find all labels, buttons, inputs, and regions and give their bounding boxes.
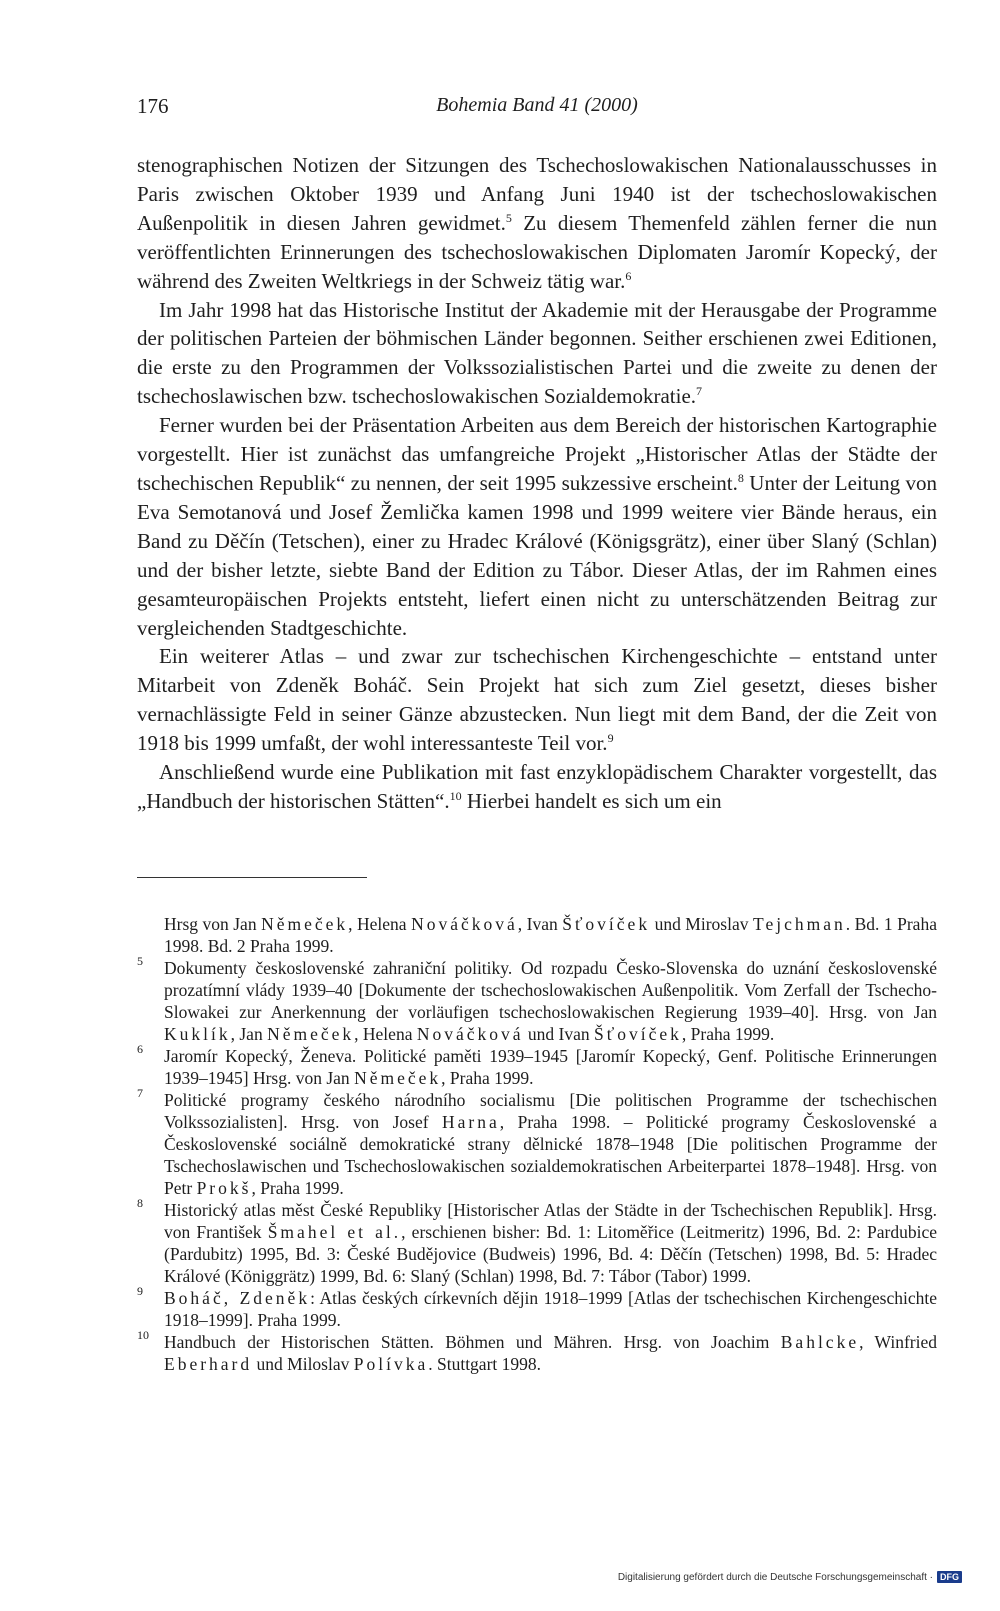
spaced-name: Tejchman — [752, 914, 846, 934]
footnote-5 — [137, 954, 937, 1045]
spaced-name: Prokš — [196, 1178, 252, 1198]
paragraph-5-text-b: Hierbei handelt es sich um ein — [461, 788, 722, 813]
footnote-text: , Praha 1999. — [441, 1068, 534, 1088]
page-number: 176 — [137, 94, 169, 118]
spaced-name: Němeček — [267, 1024, 355, 1044]
footnote-text: Hrsg von Jan — [164, 914, 262, 934]
footnote-9 — [137, 1284, 937, 1331]
digitization-notice: Digitalisierung gefördert durch die Deutsche Forschungsgemeinschaft · — [617, 1571, 933, 1583]
footnote-text: Jaromír Kopecký, Ženeva. Politické paměti 1939–1945 [Jaromír Kopecký, Genf. Politische Erinnerungen 1939–1945] Hrsg. von Jan — [164, 1046, 937, 1088]
footnote-text: : Atlas českých církevních dějin 1918–1999 [Atlas der tschechischen Kirchengeschichte 1918–1999]. Praha 1999. — [164, 1288, 937, 1330]
footnote-text: und Miloslav — [252, 1354, 354, 1374]
footnote-text: , erschienen bisher: Bd. 1: Litoměřice (Leitmeritz) 1996, Bd. 2: Pardubice (Pardubitz) 1995, Bd. 3: České Budějovice (Budweis) 1996, Bd. 4: Děčín (Tetschen) 1998, Bd. 5: Hradec Králové (Königgrätz) 1999, Bd. 6: Slaný (Schlan) 1998, Bd. 7: Tábor (Tabor) 1999. — [164, 1222, 937, 1286]
spaced-name: Šťovíček — [562, 914, 651, 934]
footnote-text: , Jan — [230, 1024, 268, 1044]
footnote-text: , Praha 1999. — [251, 1178, 344, 1198]
footnote-number: 6 — [137, 1042, 143, 1056]
digitization-footer — [618, 1569, 962, 1585]
footnote-10 — [137, 1328, 937, 1375]
paragraph-4-text: Ein weiterer Atlas – und zwar zur tschechischen Kirchengeschichte – entstand unter Mitarbeit von Zdeněk Boháč. Sein Projekt hat sich zum Ziel gesetzt, dieses bisher vernachlässigte Feld in seiner Gänze abzustecken. Nun liegt mit dem Band, der die Zeit von 1918 bis 1999 umfaßt, der wohl interessanteste Teil vor. — [137, 644, 937, 756]
footnote-text: und Miroslav — [650, 914, 753, 934]
spaced-name: Bahlcke — [780, 1332, 860, 1352]
footnote-text: und Ivan — [523, 1024, 595, 1044]
footnote-7 — [137, 1086, 937, 1199]
paragraph-1-text-b: Zu diesem Themenfeld zählen ferner die nun veröffentlichten Erinnerungen des tschechoslowakischen Diplomaten Jaromír Kopecký, der während des Zweiten Weltkriegs in der Schweiz tätig war. — [137, 210, 937, 293]
footnote-text: . Stuttgart 1998. — [428, 1354, 542, 1374]
paragraph-5-text-a: Anschließend wurde eine Publikation mit fast enzyklopädischem Charakter vorgestellt, das „Handbuch der historischen Stätten“. — [137, 760, 937, 813]
page-header — [137, 94, 937, 128]
footnote-text: , Winfried — [859, 1332, 937, 1352]
paragraph-1-text-a: stenographischen Notizen der Sitzungen des Tschechoslowakischen Nationalausschusses in Paris zwischen Oktober 1939 und Anfang Juni 1940 ist der tschechoslowakischen Außenpolitik in diesen Jahren gewidmet. — [137, 153, 937, 235]
footnote-ref-10: 10 — [449, 788, 462, 803]
footnote-text: Handbuch der Historischen Stätten. Böhmen und Mähren. Hrsg. von Joachim — [164, 1332, 781, 1352]
paragraph-2 — [137, 296, 937, 412]
footnote-4-continued — [137, 913, 937, 957]
footnote-number: 9 — [137, 1284, 143, 1298]
spaced-name: Nováčková — [416, 1024, 524, 1044]
footnote-ref-6: 6 — [625, 268, 632, 283]
footnote-number: 10 — [137, 1328, 149, 1342]
footnote-ref-7: 7 — [696, 384, 703, 399]
spaced-name: Boháč, Zdeněk — [164, 1288, 311, 1308]
footnote-number: 5 — [137, 954, 143, 968]
footnote-number: 8 — [137, 1196, 143, 1210]
footnote-text: Dokumenty československé zahraniční politiky. Od rozpadu Česko-Slovenska do uznání československé prozatímní vlády 1939–40 [Dokumente der tschechoslowakischen Außenpolitik. Vom Zerfall der Tschecho-Slowakei zur Anerkennung der vorläufigen tschechoslowakischen Regierung 1939–40]. Hrsg. von Jan — [164, 958, 937, 1022]
footnote-6 — [137, 1042, 937, 1089]
spaced-name: Kuklík — [164, 1024, 231, 1044]
footnote-text: , Ivan — [517, 914, 563, 934]
main-text — [137, 151, 937, 816]
spaced-name: Eberhard — [164, 1354, 253, 1374]
spaced-name: Harna — [442, 1112, 500, 1132]
spaced-name: Šťovíček — [594, 1024, 682, 1044]
paragraph-5 — [137, 758, 937, 816]
paragraph-3-text-b: Unter der Leitung von Eva Semotanová und Josef Žemlička kamen 1998 und 1999 weitere vier Bände heraus, ein Band zu Děčín (Tetschen), einer zu Hradec Králové (Königsgrätz), einer über Slaný (Schlan) und der bisher letzte, siebte Band der Edition zu Tábor. Dieser Atlas, der im Rahmen eines gesamteuropäischen Projekts entsteht, liefert einen nicht zu unterschätzenden Beitrag zur vergleichenden Stadtgeschichte. — [137, 470, 937, 640]
footnote-text: Historický atlas měst České Republiky [Historischer Atlas der Städte in der Tschechischen Republik]. Hrsg. von František — [164, 1200, 937, 1242]
footnote-ref-5: 5 — [505, 210, 512, 225]
paragraph-1 — [137, 151, 937, 296]
footnote-text: , Helena — [348, 914, 412, 934]
dfg-logo: DFG — [937, 1571, 962, 1583]
paragraph-4 — [137, 642, 937, 758]
running-head: Bohemia Band 41 (2000) — [436, 94, 638, 116]
footnote-separator — [137, 877, 367, 878]
paragraph-3 — [137, 411, 937, 642]
footnote-text: , Helena — [354, 1024, 417, 1044]
footnote-number: 7 — [137, 1086, 143, 1100]
footnote-8 — [137, 1196, 937, 1287]
spaced-name: Němeček — [354, 1068, 442, 1088]
footnote-text: , Praha 1999. — [681, 1024, 775, 1044]
footnote-ref-8: 8 — [737, 470, 744, 485]
footnote-text: , Praha 1998. – Politické programy Československé a Československé sociálně demokratické strany dělnické 1878–1948 [Die politischen Programme der Tschechoslawischen und Tschechoslowakischen sozialdemokratischen Arbeiterpartei 1878–1948]. Hrsg. von Petr — [164, 1112, 937, 1198]
paragraph-3-text-a: Ferner wurden bei der Präsentation Arbeiten aus dem Bereich der historischen Kartographie vorgestellt. Hier ist zunächst das umfangreiche Projekt „Historischer Atlas der Städte der tschechischen Republik“ zu nennen, der seit 1995 sukzessive erscheint. — [137, 413, 937, 495]
spaced-name: Němeček — [261, 914, 349, 934]
spaced-name: Polívka — [353, 1354, 429, 1374]
footnotes — [137, 913, 937, 1375]
spaced-name: Šmahel et al. — [267, 1222, 402, 1242]
footnote-text: Politické programy českého národního socialismu [Die politischen Programme der tschechischen Volkssozialisten]. Hrsg. von Josef — [164, 1090, 937, 1132]
paragraph-2-text: Im Jahr 1998 hat das Historische Institut der Akademie mit der Herausgabe der Programme der politischen Parteien der böhmischen Länder begonnen. Seither erschienen zwei Editionen, die erste zu den Programmen der Volkssozialistischen Partei und die zweite zu denen der tschechoslawischen bzw. tschechoslowakischen Sozialdemokratie. — [137, 297, 937, 409]
footnote-ref-9: 9 — [607, 731, 614, 746]
footnote-text: . Bd. 1 Praha 1998. Bd. 2 Praha 1999. — [164, 914, 937, 956]
spaced-name: Nováčková — [411, 914, 518, 934]
